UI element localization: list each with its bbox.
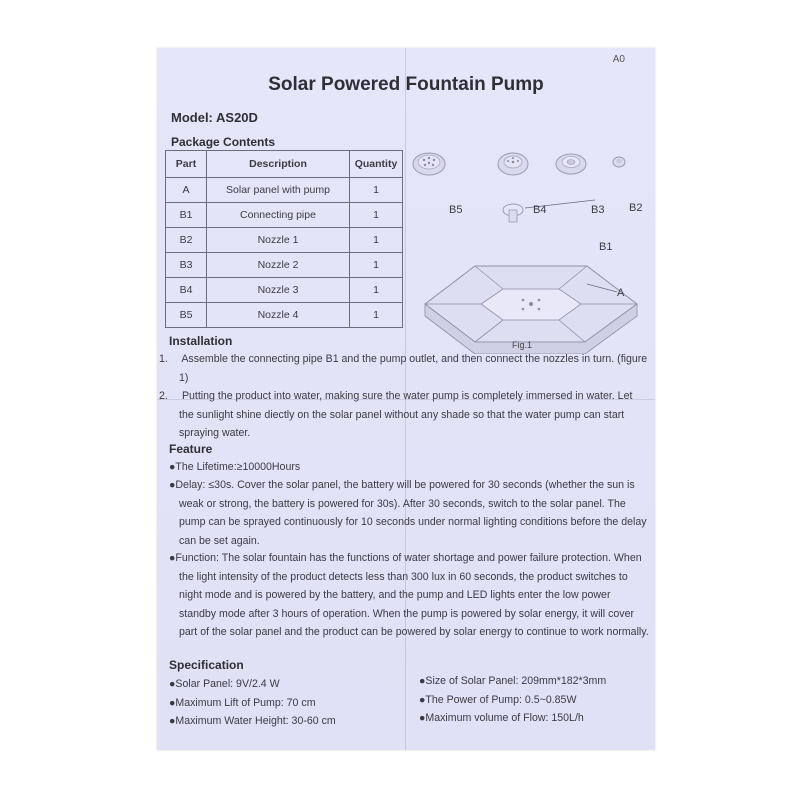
spec-max-lift: ●Maximum Lift of Pump: 70 cm xyxy=(169,696,316,709)
quantity-cell: 1 xyxy=(350,178,403,203)
description-cell: Solar panel with pump xyxy=(207,178,350,203)
quantity-cell: 1 xyxy=(350,228,403,253)
specification-left xyxy=(169,675,336,731)
document-title: Solar Powered Fountain Pump xyxy=(268,74,544,95)
step-text: Assemble the connecting pipe B1 and the pump outlet, and then connect the nozzles in turn. (figure 1) xyxy=(179,353,648,384)
installation-step-1 xyxy=(159,350,649,387)
quantity-cell: 1 xyxy=(350,278,403,303)
label-b3: B3 xyxy=(591,204,605,216)
spec-max-water-height: ●Maximum Water Height: 30-60 cm xyxy=(169,715,336,727)
description-cell: Nozzle 2 xyxy=(207,253,350,278)
connecting-pipe-b1-icon xyxy=(503,200,595,222)
step-number: 2. xyxy=(159,390,168,402)
table-row xyxy=(166,203,403,228)
description-cell: Connecting pipe xyxy=(207,203,350,228)
table-row xyxy=(166,278,403,303)
specification-right xyxy=(419,672,606,728)
label-b1: B1 xyxy=(599,241,613,253)
quantity-cell: 1 xyxy=(350,303,403,328)
table-row xyxy=(166,303,403,328)
nozzle-b3-icon xyxy=(556,154,586,174)
nozzle-b4-icon xyxy=(498,153,528,175)
part-cell: B3 xyxy=(166,253,207,278)
nozzle-b2-icon xyxy=(613,157,625,167)
spec-solar-panel: ●Solar Panel: 9V/2.4 W xyxy=(169,678,280,690)
table-row xyxy=(166,253,403,278)
description-cell: Nozzle 3 xyxy=(207,278,350,303)
label-b2: B2 xyxy=(629,202,643,214)
part-cell: B4 xyxy=(166,278,207,303)
step-text: Putting the product into water, making sure the water pump is completely immersed in water. Let the sunlight shine diectly on the solar panel without any shade so that the water pump can start spraying water. xyxy=(179,390,633,440)
feature-function: ●Function: The solar fountain has the functions of water shortage and power failure protection. When the light intensity of the product detects less than 300 lux in 60 seconds, the product switches to night mode and is powered by the battery, and the pump and LED lights enter the low power standby mode after 3 hours of operation. When the pump is powered by solar energy, it will cover part of the solar panel and the product can be powered by solar energy to continue to work normally. xyxy=(169,552,649,639)
label-a: A xyxy=(617,287,625,299)
part-cell: B5 xyxy=(166,303,207,328)
spec-pump-power: ●The Power of Pump: 0.5~0.85W xyxy=(419,693,577,706)
quantity-cell: 1 xyxy=(350,203,403,228)
table-row xyxy=(166,178,403,203)
label-b5: B5 xyxy=(449,204,463,216)
column-header-description: Description xyxy=(207,151,350,178)
description-cell: Nozzle 4 xyxy=(207,303,350,328)
sheet-code: A0 xyxy=(612,54,625,65)
specification-heading: Specification xyxy=(169,658,244,672)
column-header-quantity: Quantity xyxy=(350,151,403,178)
feature-heading: Feature xyxy=(169,442,213,456)
assembly-figure xyxy=(405,144,653,354)
instruction-sheet xyxy=(157,48,655,750)
feature-lifetime: ●The Lifetime:≥10000Hours xyxy=(169,461,301,473)
label-b4: B4 xyxy=(533,204,547,216)
package-contents-heading: Package Contents xyxy=(171,135,276,149)
spec-panel-size: ●Size of Solar Panel: 209mm*182*3mm xyxy=(419,675,607,687)
table-header-row xyxy=(166,151,403,178)
installation-heading: Installation xyxy=(169,334,233,348)
part-cell: A xyxy=(166,178,207,203)
table-row xyxy=(166,228,403,253)
spec-max-flow: ●Maximum volume of Flow: 150L/h xyxy=(419,712,584,724)
description-cell: Nozzle 1 xyxy=(207,228,350,253)
package-contents-table xyxy=(165,150,403,328)
part-cell: B2 xyxy=(166,228,207,253)
figure-caption: Fig.1 xyxy=(512,340,533,350)
installation-step-2 xyxy=(159,387,649,443)
feature-delay: ●Delay: ≤30s. Cover the solar panel, the battery will be powered for 30 seconds (whether the sun is weak or strong, the battery is powered for 30s). After 30 seconds, switch to the solar panel. The pump can be sprayed continuously for 10 seconds under normal lighting conditions before the delay can be set again. xyxy=(169,479,647,547)
column-header-part: Part xyxy=(166,151,207,178)
assembly-diagram xyxy=(405,144,653,354)
quantity-cell: 1 xyxy=(350,253,403,278)
nozzle-b5-icon xyxy=(413,153,445,175)
model-number: Model: AS20D xyxy=(171,110,258,125)
step-number: 1. xyxy=(159,353,168,365)
part-cell: B1 xyxy=(166,203,207,228)
